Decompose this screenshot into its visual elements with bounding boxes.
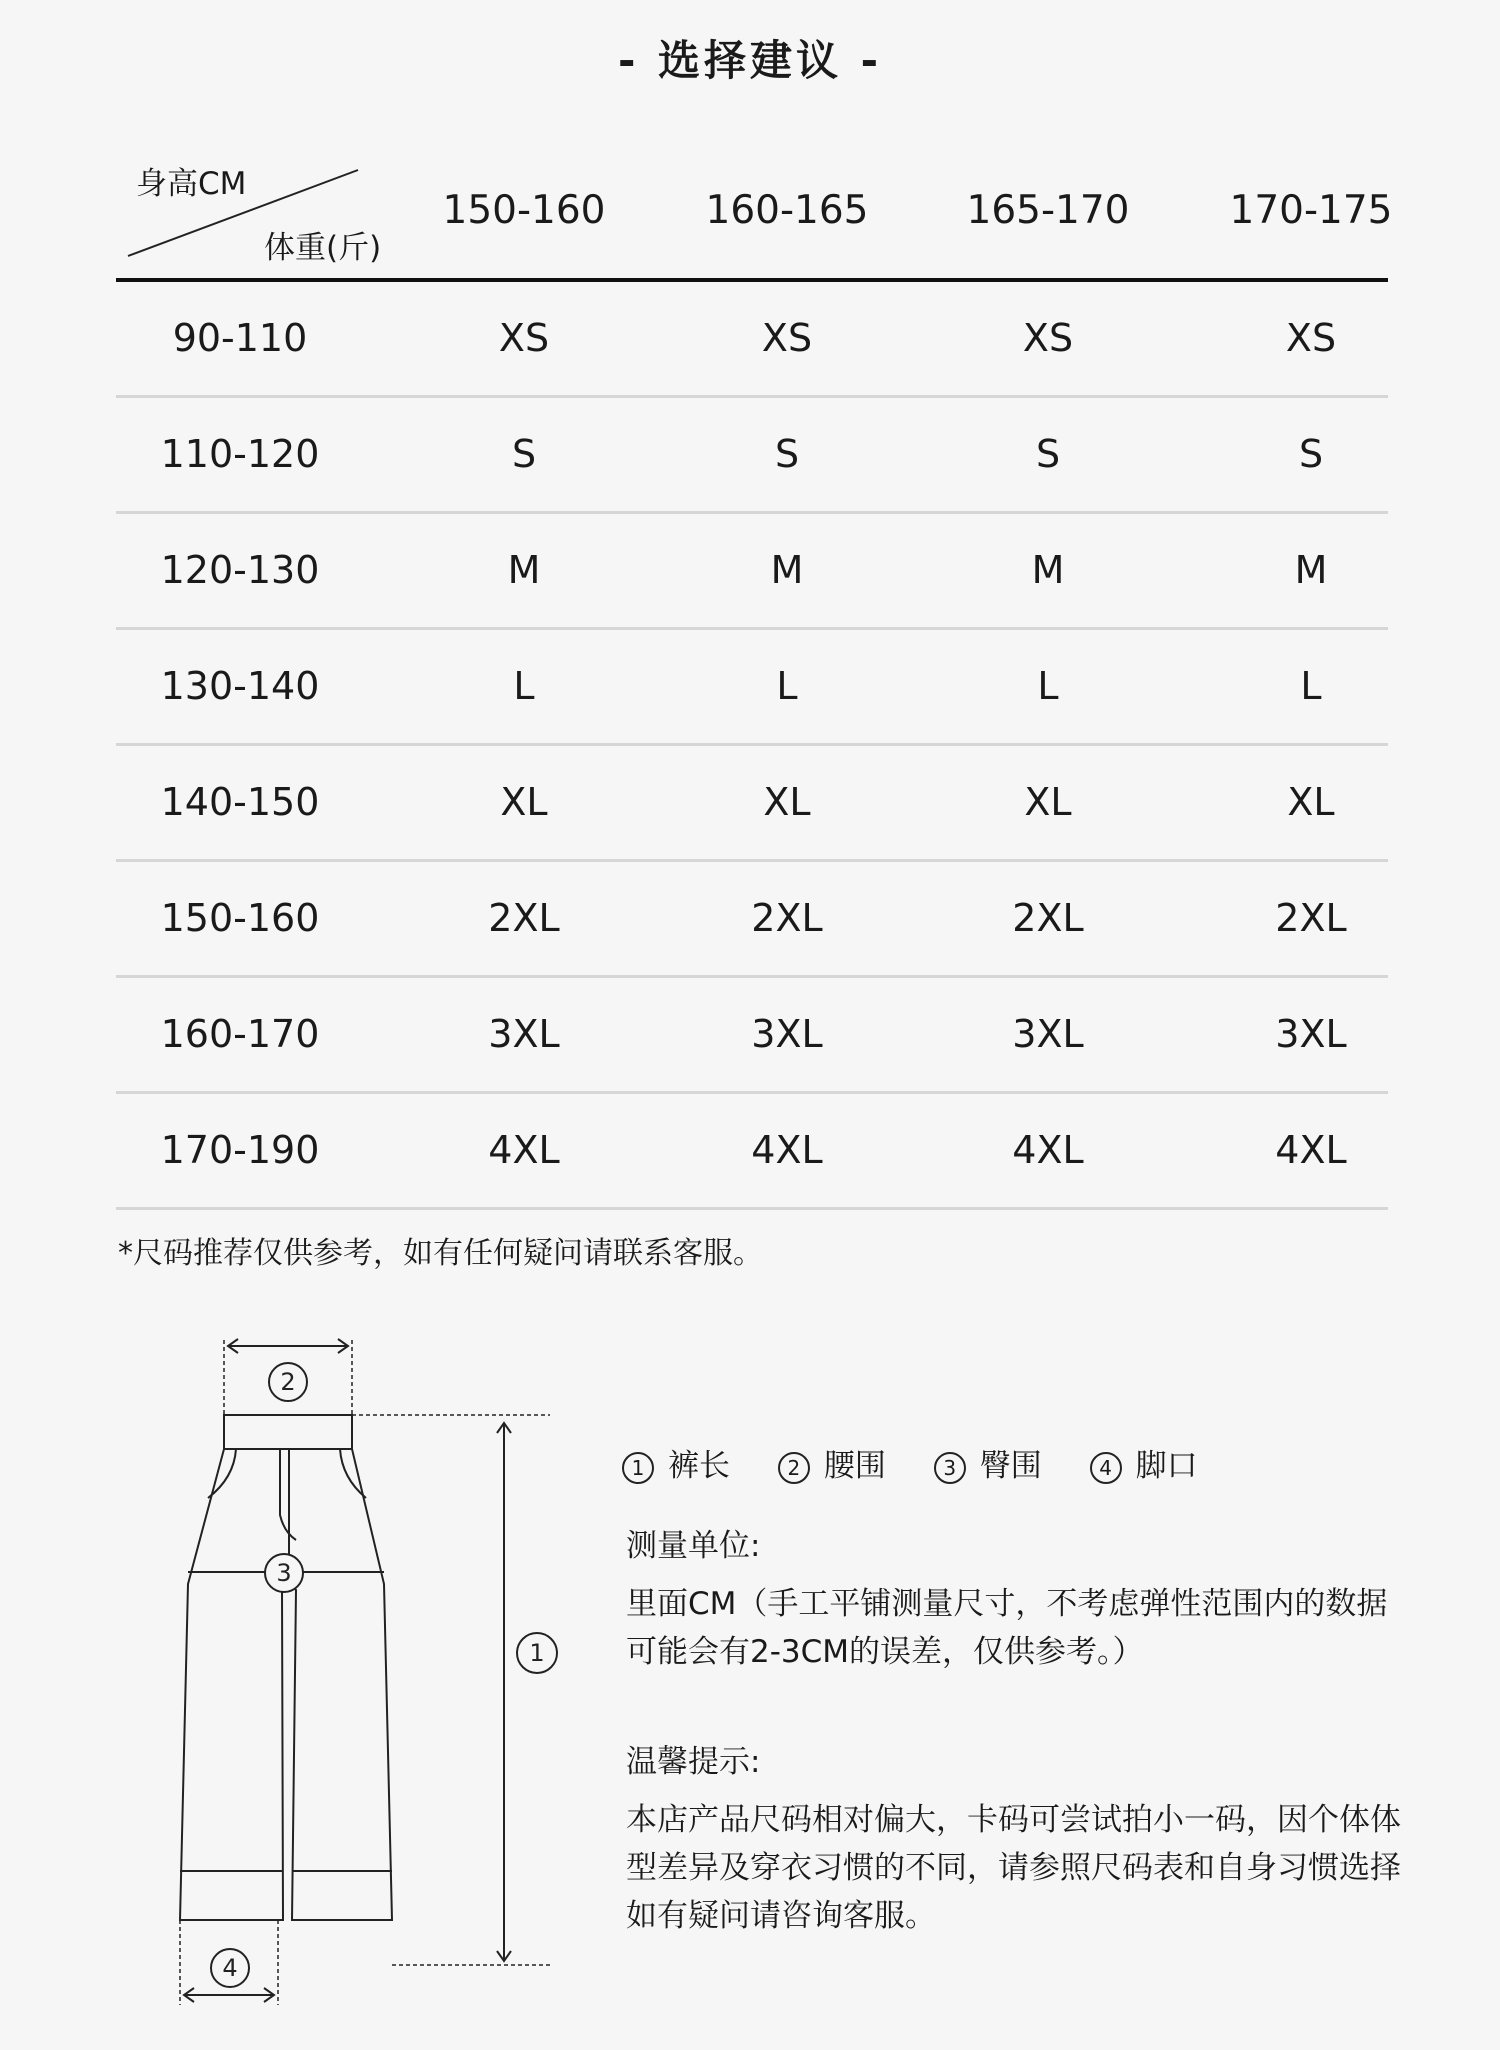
size-cell: 2XL bbox=[1275, 896, 1347, 940]
tips-section bbox=[626, 1738, 1401, 1940]
size-cell: 3XL bbox=[488, 1012, 560, 1056]
size-cell: XL bbox=[1024, 780, 1072, 824]
legend-label: 腰围 bbox=[823, 1448, 886, 1484]
marker-hem: 4 bbox=[222, 1954, 238, 1982]
size-cell: 3XL bbox=[1012, 1012, 1084, 1056]
size-cell: M bbox=[770, 548, 804, 592]
table-row bbox=[116, 978, 1388, 1094]
size-cell: 4XL bbox=[488, 1128, 560, 1172]
size-cell: M bbox=[507, 548, 541, 592]
table-header-row bbox=[116, 150, 1393, 282]
size-cell: L bbox=[776, 664, 798, 708]
size-cell: L bbox=[1300, 664, 1322, 708]
corner-height-label: 身高CM bbox=[136, 166, 247, 202]
weight-cell: 120-130 bbox=[160, 548, 320, 592]
size-cell: 3XL bbox=[1275, 1012, 1347, 1056]
weight-cell: 130-140 bbox=[160, 664, 320, 708]
legend-marker: 1 bbox=[622, 1452, 654, 1484]
size-cell: M bbox=[1031, 548, 1065, 592]
measurement-unit-section bbox=[626, 1522, 1387, 1676]
pants-outline bbox=[180, 1415, 392, 1920]
weight-cell: 110-120 bbox=[160, 432, 320, 476]
height-col-header: 150-160 bbox=[442, 188, 606, 233]
tips-text-line: 如有疑问请咨询客服。 bbox=[626, 1898, 936, 1934]
height-col-header: 165-170 bbox=[966, 188, 1130, 233]
size-cell: 3XL bbox=[751, 1012, 823, 1056]
height-col-header: 160-165 bbox=[705, 188, 869, 233]
size-cell: XL bbox=[500, 780, 548, 824]
size-cell: S bbox=[511, 432, 537, 476]
legend-label: 裤长 bbox=[668, 1448, 730, 1484]
legend-item-hip bbox=[934, 1440, 1042, 1485]
measurement-legend bbox=[622, 1440, 1236, 1485]
height-col-header: 170-175 bbox=[1229, 188, 1393, 233]
size-cell: XS bbox=[498, 316, 550, 360]
weight-cell: 160-170 bbox=[160, 1012, 320, 1056]
size-cell: S bbox=[774, 432, 800, 476]
table-row bbox=[116, 862, 1388, 978]
corner-header bbox=[116, 150, 416, 278]
legend-label: 臀围 bbox=[979, 1448, 1042, 1484]
tips-text-line: 型差异及穿衣习惯的不同，请参照尺码表和自身习惯选择 bbox=[626, 1850, 1401, 1886]
size-cell: 2XL bbox=[1012, 896, 1084, 940]
dimension-arrows bbox=[184, 1339, 511, 2002]
legend-marker: 3 bbox=[934, 1452, 966, 1484]
size-cell: S bbox=[1035, 432, 1061, 476]
corner-weight-label: 体重(斤) bbox=[264, 230, 382, 266]
legend-item-waist bbox=[778, 1440, 886, 1485]
size-cell: 4XL bbox=[1012, 1128, 1084, 1172]
legend-item-length bbox=[622, 1440, 730, 1485]
weight-cell: 150-160 bbox=[160, 896, 320, 940]
size-cell: L bbox=[1037, 664, 1059, 708]
table-row bbox=[116, 630, 1388, 746]
pants-measurement-diagram bbox=[150, 1320, 570, 2020]
table-row bbox=[116, 514, 1388, 630]
weight-cell: 170-190 bbox=[160, 1128, 320, 1172]
size-cell: XS bbox=[1022, 316, 1074, 360]
marker-circles bbox=[211, 1363, 557, 1987]
size-cell: XS bbox=[1285, 316, 1337, 360]
legend-marker: 4 bbox=[1090, 1452, 1122, 1484]
legend-marker: 2 bbox=[778, 1452, 810, 1484]
size-cell: L bbox=[513, 664, 535, 708]
weight-cell: 140-150 bbox=[160, 780, 320, 824]
size-cell: 2XL bbox=[488, 896, 560, 940]
size-table bbox=[116, 150, 1393, 1210]
table-row bbox=[116, 282, 1388, 398]
unit-text-line: 里面CM（手工平铺测量尺寸，不考虑弹性范围内的数据 bbox=[626, 1586, 1388, 1622]
marker-length: 1 bbox=[529, 1639, 545, 1667]
tips-heading: 温馨提示: bbox=[626, 1744, 761, 1780]
size-cell: XS bbox=[761, 316, 813, 360]
size-cell: XL bbox=[1287, 780, 1335, 824]
legend-item-hem bbox=[1090, 1440, 1198, 1485]
weight-cell: 90-110 bbox=[172, 316, 308, 360]
table-row bbox=[116, 398, 1388, 514]
measure-guides bbox=[180, 1340, 550, 2005]
size-cell: 4XL bbox=[751, 1128, 823, 1172]
page-title: - 选择建议 - bbox=[617, 36, 883, 85]
table-row bbox=[116, 1094, 1388, 1210]
size-cell: 4XL bbox=[1275, 1128, 1347, 1172]
tips-text-line: 本店产品尺码相对偏大，卡码可尝试拍小一码，因个体体 bbox=[626, 1802, 1401, 1838]
size-cell: XL bbox=[763, 780, 811, 824]
size-cell: 2XL bbox=[751, 896, 823, 940]
legend-label: 脚口 bbox=[1135, 1448, 1198, 1484]
marker-waist: 2 bbox=[280, 1368, 296, 1396]
size-cell: M bbox=[1294, 548, 1328, 592]
table-row bbox=[116, 746, 1388, 862]
unit-text-line: 可能会有2-3CM的误差，仅供参考。） bbox=[626, 1634, 1144, 1670]
size-cell: S bbox=[1298, 432, 1324, 476]
unit-heading: 测量单位: bbox=[626, 1528, 761, 1564]
marker-hip: 3 bbox=[276, 1559, 292, 1587]
size-disclaimer: *尺码推荐仅供参考，如有任何疑问请联系客服。 bbox=[118, 1236, 763, 1271]
